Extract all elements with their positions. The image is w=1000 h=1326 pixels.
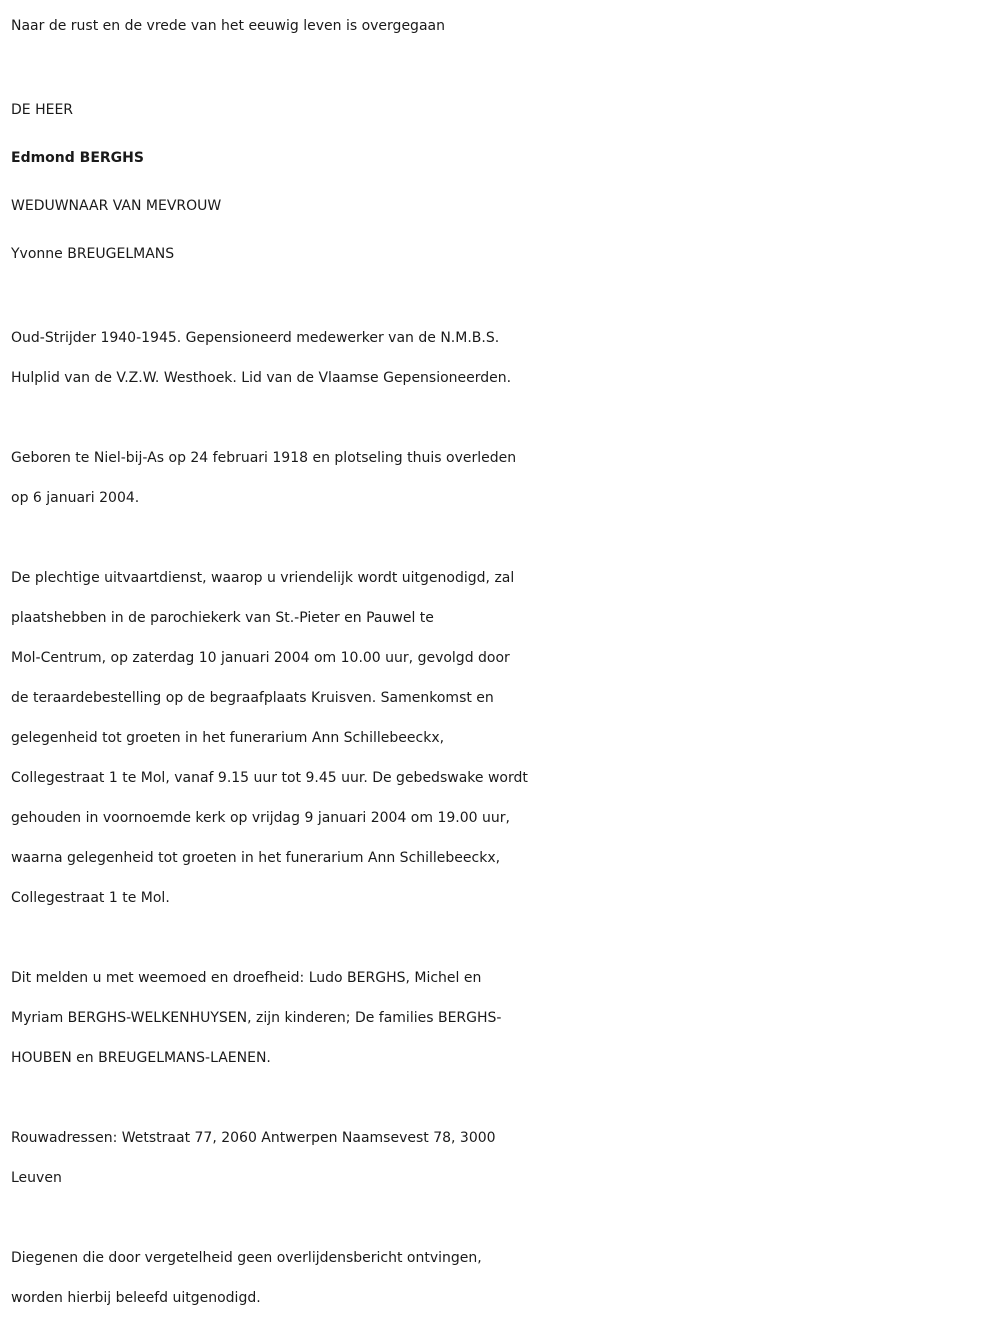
- family-paragraph: [11, 958, 996, 1078]
- closing-line: Diegenen die door vergetelheid geen overlijdensbericht ontvingen,: [11, 1250, 482, 1266]
- funeral-line: plaatshebben in de parochiekerk van St.-Pieter en Pauwel te: [11, 610, 434, 626]
- funeral-line: Mol-Centrum, op zaterdag 10 januari 2004 om 10.00 uur, gevolgd door: [11, 650, 510, 666]
- spacer: [11, 46, 996, 86]
- closing-line: worden hierbij beleefd uitgenodigd.: [11, 1290, 261, 1306]
- spouse-name: Yvonne BREUGELMANS: [11, 246, 175, 262]
- address-line: Rouwadressen: Wetstraat 77, 2060 Antwerpen Naamsevest 78, 3000: [11, 1130, 496, 1146]
- spacer: [11, 518, 996, 558]
- family-line: Myriam BERGHS-WELKENHUYSEN, zijn kinderen; De families BERGHS-: [11, 1010, 502, 1026]
- obituary-notice: [11, 6, 996, 1318]
- deceased-name: Edmond BERGHS: [11, 150, 144, 166]
- birth-death-line: Geboren te Niel-bij-As op 24 februari 1918 en plotseling thuis overleden: [11, 450, 517, 466]
- funeral-line: gelegenheid tot groeten in het funerarium Ann Schillebeeckx,: [11, 730, 445, 746]
- spacer: [11, 278, 996, 318]
- spacer: [11, 398, 996, 438]
- career-line: Oud-Strijder 1940-1945. Gepensioneerd medewerker van de N.M.B.S.: [11, 330, 500, 346]
- intro-text: Naar de rust en de vrede van het eeuwig leven is overgegaan: [11, 18, 445, 34]
- spacer: [11, 1078, 996, 1118]
- funeral-paragraph: [11, 558, 996, 918]
- funeral-line: Collegestraat 1 te Mol, vanaf 9.15 uur tot 9.45 uur. De gebedswake wordt: [11, 770, 528, 786]
- title-text: DE HEER: [11, 102, 74, 118]
- spacer: [11, 1198, 996, 1238]
- birth-death-paragraph: [11, 438, 996, 518]
- address-line: Leuven: [11, 1170, 62, 1186]
- funeral-line: De plechtige uitvaartdienst, waarop u vriendelijk wordt uitgenodigd, zal: [11, 570, 515, 586]
- career-line: Hulplid van de V.Z.W. Westhoek. Lid van de Vlaamse Gepensioneerden.: [11, 370, 512, 386]
- relation-text: WEDUWNAAR VAN MEVROUW: [11, 198, 222, 214]
- family-line: Dit melden u met weemoed en droefheid: Ludo BERGHS, Michel en: [11, 970, 482, 986]
- funeral-line: de teraardebestelling op de begraafplaats Kruisven. Samenkomst en: [11, 690, 494, 706]
- birth-death-line: op 6 januari 2004.: [11, 490, 140, 506]
- addresses-paragraph: [11, 1118, 996, 1198]
- funeral-line: waarna gelegenheid tot groeten in het funerarium Ann Schillebeeckx,: [11, 850, 501, 866]
- career-paragraph: [11, 318, 996, 398]
- funeral-line: gehouden in voornoemde kerk op vrijdag 9 januari 2004 om 19.00 uur,: [11, 810, 510, 826]
- spacer: [11, 918, 996, 958]
- family-line: HOUBEN en BREUGELMANS-LAENEN.: [11, 1050, 271, 1066]
- closing-paragraph: [11, 1238, 996, 1318]
- funeral-line: Collegestraat 1 te Mol.: [11, 890, 170, 906]
